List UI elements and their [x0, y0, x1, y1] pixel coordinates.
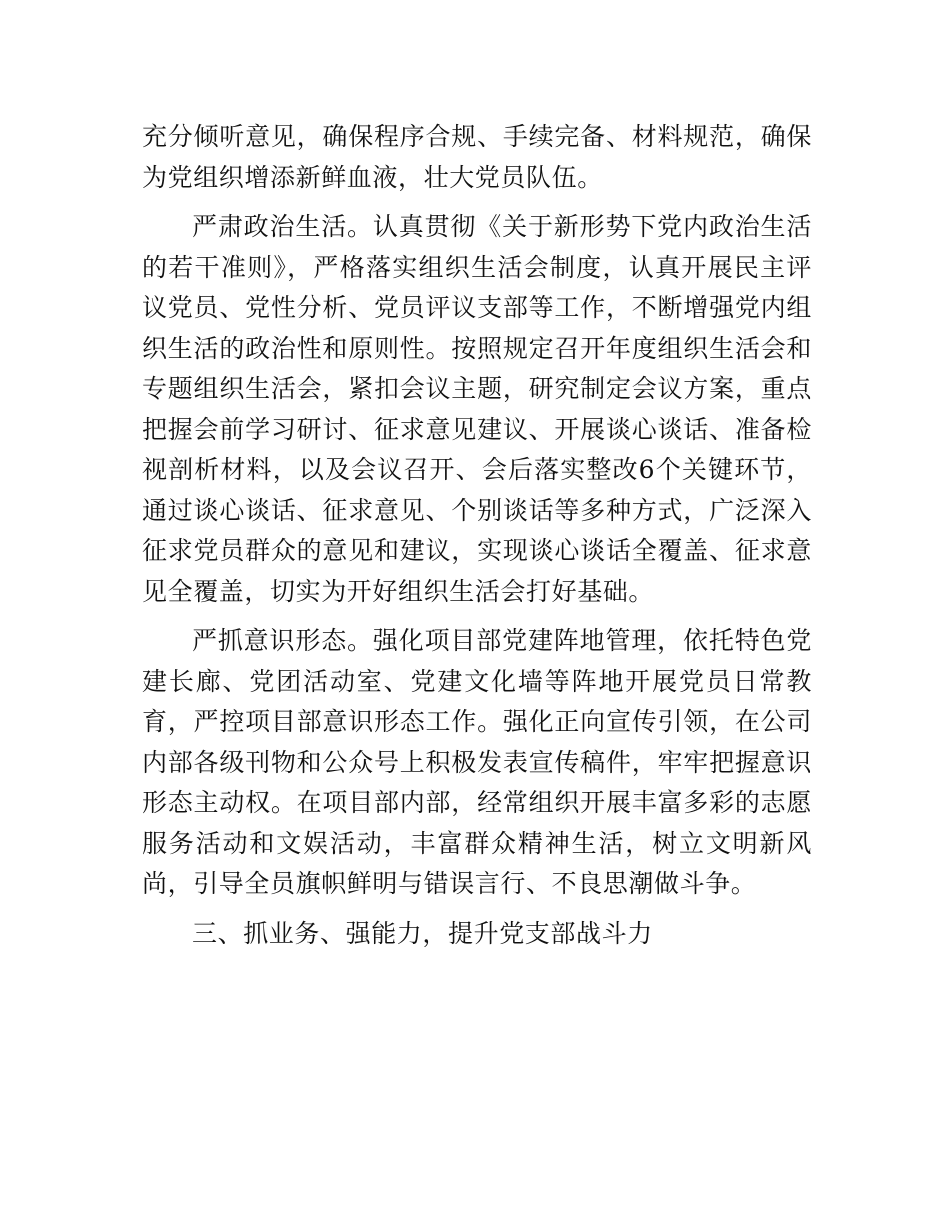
- section-heading: 三、抓业务、强能力，提升党支部战斗力: [192, 918, 653, 948]
- paragraph-ideology: 严抓意识形态。强化项目部党建阵地管理，依托特色党建长廊、党团活动室、党建文化墙等阵地开展党员日常教育，严控项目部意识形态工作。强化正向宣传引领，在公司内部各级刊物和公众号上积极发表宣传稿件，牢牢把握意识形态主动权。在项目部内部，经常组织开展丰富多彩的志愿服务活动和文娱活动，丰富群众精神生活，树立文明新风尚，引导全员旗帜鲜明与错误言行、不良思潮做斗争。: [142, 626, 812, 898]
- paragraph-continuation: 充分倾听意见，确保程序合规、手续完备、材料规范，确保为党组织增添新鲜血液，壮大党员队伍。: [142, 122, 812, 192]
- document-body: [142, 117, 812, 963]
- paragraph-political-life: 严肃政治生活。认真贯彻《关于新形势下党内政治生活的若干准则》，严格落实组织生活会制度，认真开展民主评议党员、党性分析、党员评议支部等工作，不断增强党内组织生活的政治性和原则性。按照规定召开年度组织生活会和专题组织生活会，紧扣会议主题，研究制定会议方案，重点把握会前学习研讨、征求意见建议、开展谈心谈话、准备检视剖析材料，以及会议召开、会后落实整改6个关键环节，通过谈心谈话、征求意见、个别谈话等多种方式，广泛深入征求党员群众的意见和建议，实现谈心谈话全覆盖、征求意见全覆盖，切实为开好组织生活会打好基础。: [142, 212, 812, 606]
